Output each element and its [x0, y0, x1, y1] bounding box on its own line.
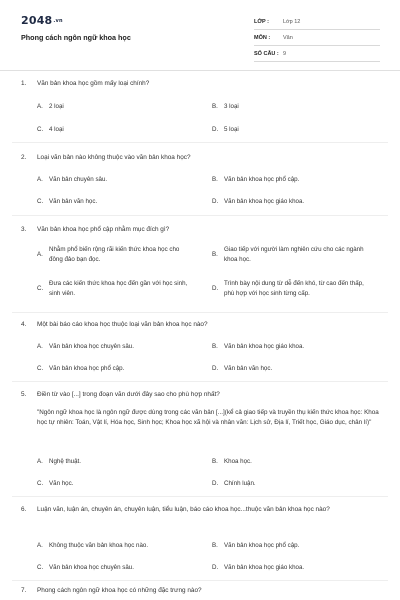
question-text [21, 79, 383, 89]
option-text: 2 loại [49, 103, 64, 110]
meta-label: LỚP : [254, 18, 269, 25]
option-text: Văn bản khoa học giáo khoa. [224, 343, 305, 350]
option-letter: D. [212, 480, 219, 487]
option-text: Trình bày nội dung từ dễ đến khó, từ cao đến thấp, phù hợp với học sinh từng cấp. [224, 280, 364, 297]
question-separator [12, 312, 388, 313]
option-letter: C. [37, 365, 44, 372]
option-letter: D. [212, 285, 219, 292]
meta-label: MÔN : [254, 34, 271, 41]
option-text: Văn bản khoa học chuyên sâu. [49, 564, 134, 571]
question-text [21, 320, 383, 330]
meta-value: Văn [283, 34, 293, 41]
option-letter: D. [212, 126, 219, 133]
question-passage: "Ngôn ngữ khoa học là ngôn ngữ được dùng trong các văn bản [...](kể cả giao tiếp và truyền thụ kiến thức khoa học: Khoa học tự nhiên: Toán, Vật lí, Hóa học, Sinh học; Khoa học xã hội và nhân văn: Lịch sử, Địa lí, Triết học, Giáo dục, chân lí)" [37, 409, 379, 426]
logo-suffix-text: .vn [53, 18, 63, 24]
option-text: 3 loại [224, 103, 239, 110]
option-letter: A. [37, 458, 43, 465]
option-letter: A. [37, 542, 43, 549]
question-number: 7. [21, 587, 27, 594]
option-letter: D. [212, 564, 219, 571]
question-body: Luận văn, luận án, chuyên án, chuyên luận, tiểu luận, báo cáo khoa học...thuộc văn bản khoa học nào? [37, 506, 330, 513]
option-text: Văn bản khoa học giáo khoa. [224, 198, 305, 205]
meta-value: 9 [283, 50, 287, 57]
question-separator [12, 381, 388, 382]
option-text: Chính luận. [224, 480, 256, 487]
option-text: Nhằm phổ biến rộng rãi kiến thức khoa học cho đông đảo bạn đọc. [49, 246, 180, 263]
option-letter: C. [37, 480, 44, 487]
question-text [21, 153, 383, 163]
option-text: Giao tiếp với người làm nghiên cứu cho các ngành khoa học. [224, 246, 364, 263]
option-letter: A. [37, 343, 43, 350]
option-text: Văn học. [49, 480, 74, 487]
meta-value: Lớp 12 [283, 18, 301, 25]
document-title: Phong cách ngôn ngữ khoa học [21, 33, 131, 42]
option-letter: C. [37, 126, 44, 133]
option-letter: A. [37, 176, 43, 183]
option-text: Không thuộc văn bản khoa học nào. [49, 542, 149, 549]
option-text: Văn bản văn học. [224, 365, 273, 372]
question-number: 6. [21, 506, 27, 513]
meta-row-class [254, 14, 380, 30]
option-letter: B. [212, 251, 218, 258]
question-body: Điền từ vào [...] trong đoạn văn dưới đây sao cho phù hợp nhất? [37, 391, 220, 398]
page-header [0, 0, 400, 68]
option-text: Văn bản khoa học chuyên sâu. [49, 343, 134, 350]
option-text: Văn bản khoa học phổ cập. [49, 365, 125, 372]
option-letter: A. [37, 103, 43, 110]
option-text: Nghệ thuật. [49, 458, 81, 465]
question-separator [12, 496, 388, 497]
option-text: Văn bản khoa học phổ cập. [224, 542, 300, 549]
question-body: Phong cách ngôn ngữ khoa học có những đặc trưng nào? [37, 587, 202, 594]
question-separator [12, 142, 388, 143]
question-text [21, 225, 383, 235]
meta-row-count [254, 46, 380, 62]
option-letter: A. [37, 251, 43, 258]
option-text: Văn bản văn học. [49, 198, 98, 205]
question-body: Loại văn bản nào không thuộc vào văn bản khoa học? [37, 154, 191, 161]
question-separator [12, 580, 388, 581]
logo-main-text: 2048 [21, 14, 53, 27]
question-number: 4. [21, 321, 27, 328]
meta-row-subject [254, 30, 380, 46]
option-letter: C. [37, 285, 44, 292]
option-letter: D. [212, 365, 219, 372]
option-text: 4 loại [49, 126, 64, 133]
question-number: 2. [21, 154, 27, 161]
question-text [21, 390, 383, 400]
option-text: 5 loại [224, 126, 239, 133]
question-number: 3. [21, 226, 27, 233]
question-body: Một bài báo cáo khoa học thuộc loại văn bản khoa học nào? [37, 321, 208, 328]
option-text: Văn bản khoa học phổ cập. [224, 176, 300, 183]
site-logo[interactable] [21, 14, 63, 27]
option-text: Văn bản chuyên sâu. [49, 176, 108, 183]
header-divider [0, 70, 400, 71]
option-letter: B. [212, 343, 218, 350]
option-letter: B. [212, 542, 218, 549]
option-letter: B. [212, 176, 218, 183]
option-text: Khoa học. [224, 458, 252, 465]
meta-label: SỐ CÂU : [254, 50, 279, 57]
question-number: 5. [21, 391, 27, 398]
question-body: Văn bản khoa học phổ cập nhằm mục đích gì? [37, 226, 170, 233]
option-letter: C. [37, 564, 44, 571]
option-letter: B. [212, 458, 218, 465]
question-text [21, 586, 383, 596]
option-letter: B. [212, 103, 218, 110]
option-text: Văn bản khoa học giáo khoa. [224, 564, 305, 571]
option-text: Đưa các kiến thức khoa học đến gần với học sinh, sinh viên. [49, 280, 188, 297]
question-body: Văn bản khoa học gồm mấy loại chính? [37, 80, 150, 87]
option-letter: D. [212, 198, 219, 205]
question-text [21, 505, 383, 515]
question-number: 1. [21, 80, 27, 87]
document-meta [254, 14, 380, 62]
question-separator [12, 215, 388, 216]
option-letter: C. [37, 198, 44, 205]
